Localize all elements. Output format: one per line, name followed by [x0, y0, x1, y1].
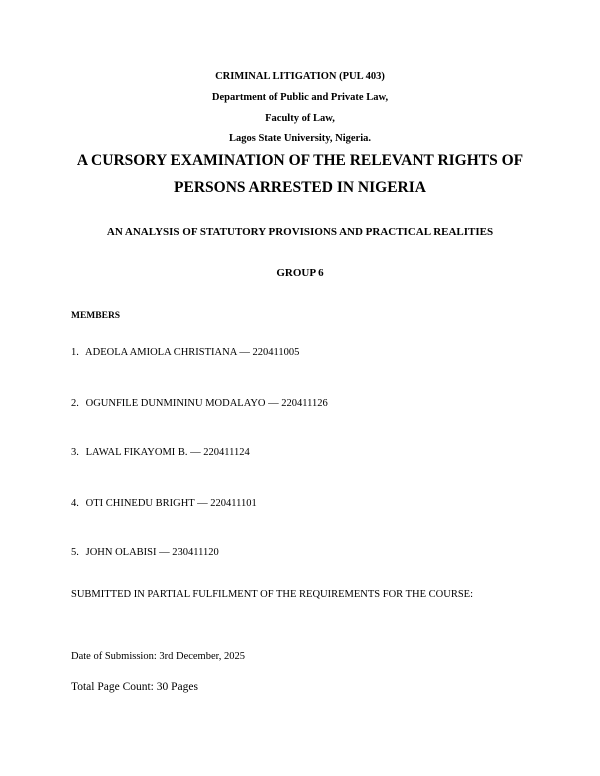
- member-name: JOHN OLABISI — 230411120: [85, 547, 219, 558]
- member-name: LAWAL FIKAYOMI B. — 220411124: [85, 447, 250, 458]
- member-list-item: [71, 397, 328, 411]
- member-list-item: [71, 346, 299, 360]
- faculty-line: Faculty of Law,: [265, 113, 335, 124]
- document-subtitle: AN ANALYSIS OF STATUTORY PROVISIONS AND PRACTICAL REALITIES: [106, 226, 494, 238]
- university-line: Lagos State University, Nigeria.: [228, 133, 372, 144]
- member-number: 2.: [71, 398, 79, 409]
- page-count: Total Page Count: 30 Pages: [71, 681, 198, 693]
- course-title: CRIMINAL LITIGATION (PUL 403): [215, 71, 385, 82]
- member-name: ADEOLA AMIOLA CHRISTIANA — 220411005: [85, 347, 300, 358]
- submission-statement: SUBMITTED IN PARTIAL FULFILMENT OF THE REQUIREMENTS FOR THE COURSE:: [71, 589, 473, 600]
- member-number: 4.: [71, 498, 79, 509]
- group-label: GROUP 6: [276, 267, 324, 279]
- department-line: Department of Public and Private Law,: [211, 92, 389, 103]
- member-number: 3.: [71, 447, 79, 458]
- member-number: 1.: [71, 347, 79, 358]
- member-name: OTI CHINEDU BRIGHT — 220411101: [85, 498, 257, 509]
- document-title-line-1: A CURSORY EXAMINATION OF THE RELEVANT RIGHTS OF: [76, 152, 524, 169]
- document-title-line-2: PERSONS ARRESTED IN NIGERIA: [174, 179, 426, 196]
- submission-date: Date of Submission: 3rd December, 2025: [71, 651, 245, 662]
- member-list-item: [71, 546, 219, 560]
- members-heading: MEMBERS: [71, 311, 121, 321]
- member-number: 5.: [71, 547, 79, 558]
- member-list-item: [71, 497, 257, 511]
- member-name: OGUNFILE DUNMININU MODALAYO — 220411126: [85, 398, 328, 409]
- member-list-item: [71, 446, 250, 460]
